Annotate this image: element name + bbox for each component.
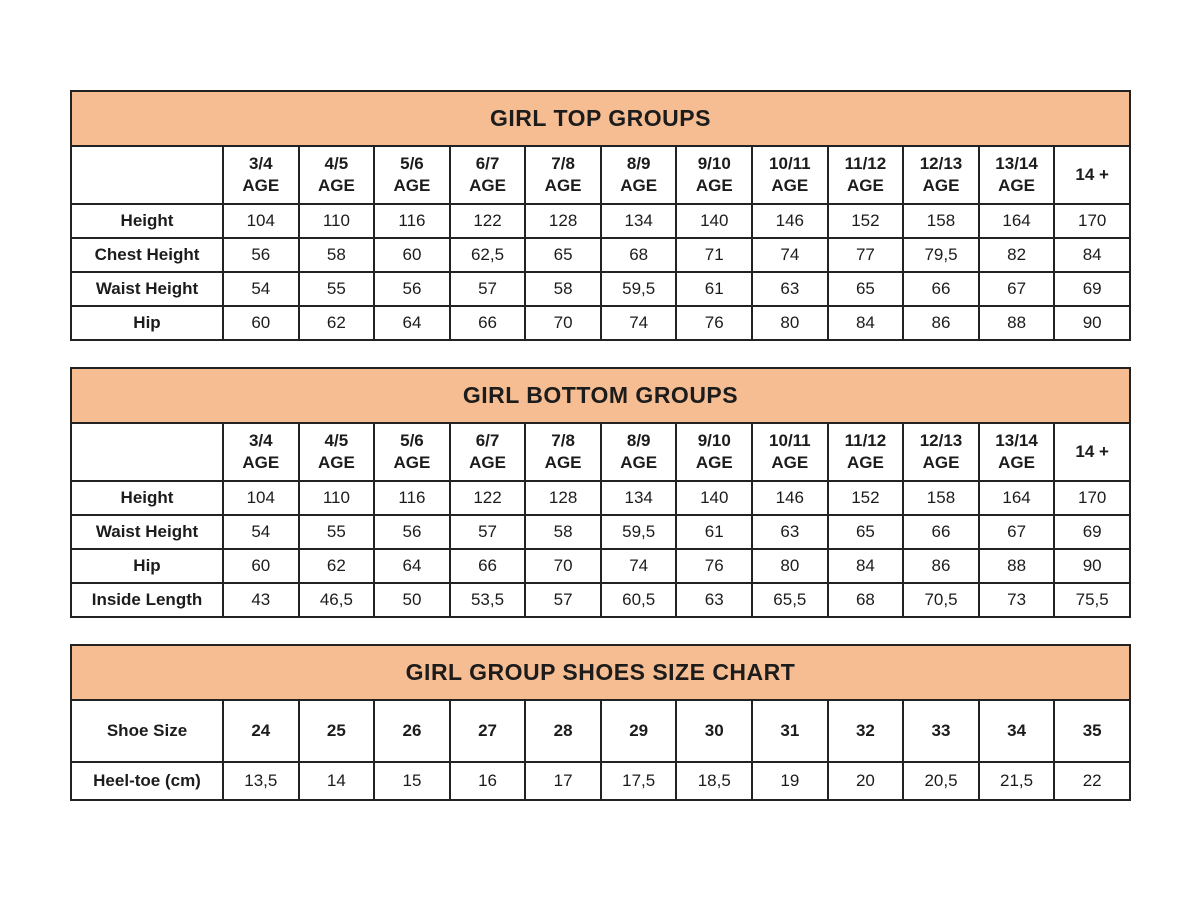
value-cell: 64 <box>374 549 450 583</box>
size-table <box>70 699 1131 801</box>
value-cell: 55 <box>299 515 375 549</box>
age-header-line: AGE <box>469 453 506 472</box>
value-cell: 65,5 <box>752 583 828 617</box>
value-cell: 86 <box>903 549 979 583</box>
value-cell: 63 <box>752 515 828 549</box>
value-cell: 33 <box>903 700 979 762</box>
age-header-cell <box>979 146 1055 204</box>
table-row <box>71 204 1130 238</box>
value-cell: 63 <box>676 583 752 617</box>
table-row <box>71 238 1130 272</box>
age-header-cell <box>601 146 677 204</box>
age-header-line: AGE <box>998 176 1035 195</box>
value-cell: 170 <box>1054 481 1130 515</box>
age-header-line: 6/7 <box>475 430 500 450</box>
value-cell: 134 <box>601 204 677 238</box>
age-header-cell <box>903 423 979 481</box>
age-header-cell <box>299 146 375 204</box>
value-cell: 50 <box>374 583 450 617</box>
value-cell: 20,5 <box>903 762 979 800</box>
value-cell: 60,5 <box>601 583 677 617</box>
value-cell: 27 <box>450 700 526 762</box>
row-label: Shoe Size <box>71 700 223 762</box>
age-header-line: AGE <box>998 453 1035 472</box>
value-cell: 65 <box>828 272 904 306</box>
age-header-line: 3/4 <box>248 153 273 173</box>
value-cell: 122 <box>450 481 526 515</box>
value-cell: 66 <box>450 306 526 340</box>
value-cell: 58 <box>299 238 375 272</box>
value-cell: 35 <box>1054 700 1130 762</box>
row-label: Hip <box>71 549 223 583</box>
age-header-cell <box>299 423 375 481</box>
value-cell: 61 <box>676 272 752 306</box>
value-cell: 17 <box>525 762 601 800</box>
corner-cell <box>71 423 223 481</box>
age-header-line: 6/7 <box>475 153 500 173</box>
row-label: Waist Height <box>71 515 223 549</box>
girl-top-groups-table <box>70 90 1131 341</box>
value-cell: 71 <box>676 238 752 272</box>
age-header-line: 9/10 <box>697 153 731 173</box>
age-header-line: AGE <box>393 176 431 195</box>
age-header-cell <box>676 146 752 204</box>
age-header-line: AGE <box>922 176 960 195</box>
value-cell: 170 <box>1054 204 1130 238</box>
value-cell: 84 <box>1054 238 1130 272</box>
value-cell: 60 <box>223 549 299 583</box>
value-cell: 20 <box>828 762 904 800</box>
age-header-line: AGE <box>544 453 582 472</box>
value-cell: 43 <box>223 583 299 617</box>
value-cell: 110 <box>299 204 375 238</box>
age-header-cell <box>374 146 450 204</box>
value-cell: 64 <box>374 306 450 340</box>
value-cell: 122 <box>450 204 526 238</box>
age-header-cell <box>903 146 979 204</box>
value-cell: 158 <box>903 204 979 238</box>
value-cell: 110 <box>299 481 375 515</box>
value-cell: 67 <box>979 272 1055 306</box>
value-cell: 56 <box>374 272 450 306</box>
age-header-cell <box>828 146 904 204</box>
value-cell: 21,5 <box>979 762 1055 800</box>
value-cell: 29 <box>601 700 677 762</box>
age-header-line: 13/14 <box>995 430 1038 450</box>
age-header-line: 5/6 <box>400 153 424 173</box>
row-label: Hip <box>71 306 223 340</box>
value-cell: 60 <box>374 238 450 272</box>
age-header-line: AGE <box>771 176 809 195</box>
row-label: Height <box>71 204 223 238</box>
age-header-line: AGE <box>242 453 280 472</box>
value-cell: 104 <box>223 481 299 515</box>
value-cell: 152 <box>828 204 904 238</box>
value-cell: 146 <box>752 481 828 515</box>
value-cell: 62,5 <box>450 238 526 272</box>
age-header-cell <box>374 423 450 481</box>
value-cell: 84 <box>828 549 904 583</box>
age-header-line: 14 + <box>1075 441 1109 461</box>
value-cell: 25 <box>299 700 375 762</box>
age-header-line: AGE <box>695 176 733 195</box>
table-row <box>71 481 1130 515</box>
age-header-line: 3/4 <box>248 430 273 450</box>
value-cell: 26 <box>374 700 450 762</box>
value-cell: 55 <box>299 272 375 306</box>
value-cell: 164 <box>979 481 1055 515</box>
value-cell: 54 <box>223 515 299 549</box>
age-header-line: 13/14 <box>995 153 1038 173</box>
value-cell: 13,5 <box>223 762 299 800</box>
value-cell: 128 <box>525 204 601 238</box>
corner-cell <box>71 146 223 204</box>
age-header-line: AGE <box>544 176 582 195</box>
age-header-line: AGE <box>317 176 355 195</box>
row-label: Heel-toe (cm) <box>71 762 223 800</box>
value-cell: 79,5 <box>903 238 979 272</box>
table-title: GIRL BOTTOM GROUPS <box>70 367 1131 424</box>
age-header-line: 9/10 <box>697 430 731 450</box>
age-header-line: 5/6 <box>400 430 424 450</box>
value-cell: 19 <box>752 762 828 800</box>
value-cell: 116 <box>374 204 450 238</box>
age-header-line: 12/13 <box>919 430 963 450</box>
value-cell: 46,5 <box>299 583 375 617</box>
age-header-line: AGE <box>620 176 658 195</box>
row-label: Height <box>71 481 223 515</box>
value-cell: 61 <box>676 515 752 549</box>
girl-bottom-groups-table <box>70 367 1131 618</box>
value-cell: 77 <box>828 238 904 272</box>
value-cell: 140 <box>676 481 752 515</box>
age-header-cell <box>223 423 299 481</box>
age-header-line: AGE <box>242 176 280 195</box>
value-cell: 65 <box>525 238 601 272</box>
age-header-line: AGE <box>922 453 960 472</box>
value-cell: 164 <box>979 204 1055 238</box>
value-cell: 63 <box>752 272 828 306</box>
value-cell: 80 <box>752 549 828 583</box>
value-cell: 53,5 <box>450 583 526 617</box>
age-header-cell <box>676 423 752 481</box>
age-header-line: AGE <box>771 453 809 472</box>
value-cell: 66 <box>450 549 526 583</box>
value-cell: 17,5 <box>601 762 677 800</box>
value-cell: 30 <box>676 700 752 762</box>
size-table <box>70 145 1131 341</box>
value-cell: 80 <box>752 306 828 340</box>
value-cell: 90 <box>1054 306 1130 340</box>
age-header-line: 8/9 <box>626 430 651 450</box>
value-cell: 54 <box>223 272 299 306</box>
value-cell: 62 <box>299 549 375 583</box>
value-cell: 14 <box>299 762 375 800</box>
age-header-line: AGE <box>469 176 506 195</box>
age-header-cell <box>752 146 828 204</box>
age-header-line: 11/12 <box>844 153 887 173</box>
age-header-cell <box>450 423 526 481</box>
value-cell: 56 <box>223 238 299 272</box>
value-cell: 134 <box>601 481 677 515</box>
age-header-line: 10/11 <box>769 153 811 173</box>
value-cell: 73 <box>979 583 1055 617</box>
value-cell: 70 <box>525 549 601 583</box>
age-header-line: AGE <box>846 176 884 195</box>
age-header-line: 4/5 <box>324 430 349 450</box>
age-header-line: 14 + <box>1075 164 1109 184</box>
age-header-line: AGE <box>393 453 431 472</box>
value-cell: 56 <box>374 515 450 549</box>
size-table <box>70 422 1131 618</box>
value-cell: 68 <box>828 583 904 617</box>
table-title: GIRL GROUP SHOES SIZE CHART <box>70 644 1131 701</box>
age-header-cell <box>1054 423 1130 481</box>
age-header-line: 8/9 <box>626 153 651 173</box>
age-header-cell <box>752 423 828 481</box>
table-row <box>71 583 1130 617</box>
age-header-cell <box>525 146 601 204</box>
value-cell: 104 <box>223 204 299 238</box>
age-header-line: AGE <box>695 453 733 472</box>
girl-shoes-size-table <box>70 644 1131 801</box>
age-header-line: AGE <box>620 453 658 472</box>
age-header-cell <box>828 423 904 481</box>
value-cell: 69 <box>1054 515 1130 549</box>
table-row <box>71 762 1130 800</box>
value-cell: 82 <box>979 238 1055 272</box>
value-cell: 74 <box>752 238 828 272</box>
age-header-line: 7/8 <box>551 153 575 173</box>
value-cell: 24 <box>223 700 299 762</box>
age-header-line: 10/11 <box>769 430 811 450</box>
value-cell: 34 <box>979 700 1055 762</box>
age-header-line: 4/5 <box>324 153 349 173</box>
age-header-cell <box>979 423 1055 481</box>
age-header-cell <box>1054 146 1130 204</box>
value-cell: 62 <box>299 306 375 340</box>
value-cell: 88 <box>979 549 1055 583</box>
value-cell: 68 <box>601 238 677 272</box>
value-cell: 59,5 <box>601 272 677 306</box>
value-cell: 67 <box>979 515 1055 549</box>
value-cell: 146 <box>752 204 828 238</box>
value-cell: 90 <box>1054 549 1130 583</box>
value-cell: 116 <box>374 481 450 515</box>
value-cell: 70 <box>525 306 601 340</box>
value-cell: 60 <box>223 306 299 340</box>
value-cell: 66 <box>903 272 979 306</box>
value-cell: 140 <box>676 204 752 238</box>
row-label: Waist Height <box>71 272 223 306</box>
value-cell: 70,5 <box>903 583 979 617</box>
row-label: Chest Height <box>71 238 223 272</box>
age-header-row <box>71 146 1130 204</box>
age-header-cell <box>525 423 601 481</box>
value-cell: 16 <box>450 762 526 800</box>
age-header-line: AGE <box>846 453 884 472</box>
age-header-row <box>71 423 1130 481</box>
value-cell: 31 <box>752 700 828 762</box>
table-title: GIRL TOP GROUPS <box>70 90 1131 147</box>
value-cell: 84 <box>828 306 904 340</box>
value-cell: 88 <box>979 306 1055 340</box>
value-cell: 58 <box>525 515 601 549</box>
table-row <box>71 515 1130 549</box>
value-cell: 74 <box>601 549 677 583</box>
value-cell: 76 <box>676 549 752 583</box>
table-row <box>71 272 1130 306</box>
value-cell: 74 <box>601 306 677 340</box>
age-header-line: 11/12 <box>844 430 887 450</box>
value-cell: 59,5 <box>601 515 677 549</box>
value-cell: 158 <box>903 481 979 515</box>
value-cell: 58 <box>525 272 601 306</box>
value-cell: 86 <box>903 306 979 340</box>
value-cell: 18,5 <box>676 762 752 800</box>
value-cell: 32 <box>828 700 904 762</box>
value-cell: 69 <box>1054 272 1130 306</box>
value-cell: 75,5 <box>1054 583 1130 617</box>
value-cell: 28 <box>525 700 601 762</box>
table-row <box>71 306 1130 340</box>
value-cell: 57 <box>450 515 526 549</box>
age-header-line: AGE <box>317 453 355 472</box>
value-cell: 66 <box>903 515 979 549</box>
age-header-cell <box>450 146 526 204</box>
value-cell: 57 <box>525 583 601 617</box>
table-row <box>71 700 1130 762</box>
age-header-cell <box>601 423 677 481</box>
age-header-line: 7/8 <box>551 430 575 450</box>
value-cell: 128 <box>525 481 601 515</box>
value-cell: 76 <box>676 306 752 340</box>
table-row <box>71 549 1130 583</box>
age-header-line: 12/13 <box>919 153 963 173</box>
tables-container <box>70 90 1131 827</box>
value-cell: 65 <box>828 515 904 549</box>
row-label: Inside Length <box>71 583 223 617</box>
value-cell: 57 <box>450 272 526 306</box>
value-cell: 152 <box>828 481 904 515</box>
age-header-cell <box>223 146 299 204</box>
value-cell: 22 <box>1054 762 1130 800</box>
value-cell: 15 <box>374 762 450 800</box>
